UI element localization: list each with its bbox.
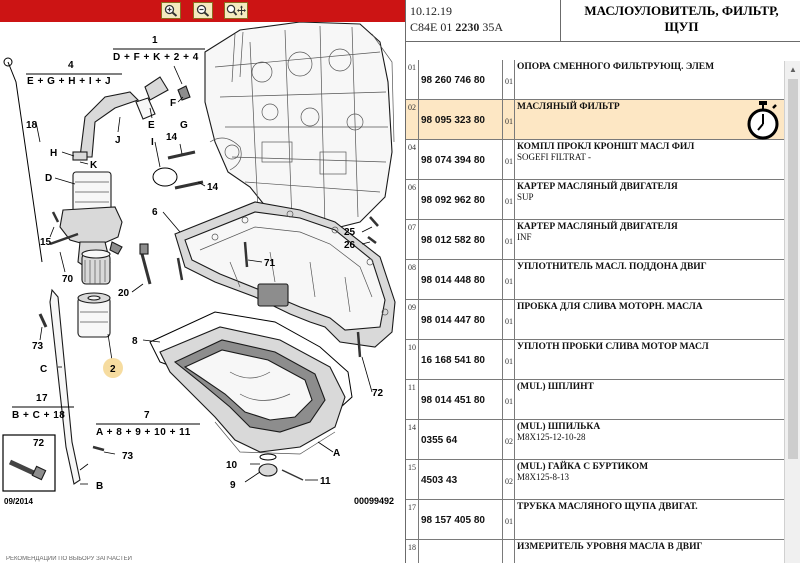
clip-E-drawing <box>136 98 155 119</box>
part-row[interactable] <box>406 220 784 260</box>
header-code <box>410 19 556 35</box>
callout-10[interactable]: 10 <box>226 460 238 471</box>
part-description-main: УПЛОТНИТЕЛЬ МАСЛ. ПОДДОНА ДВИГ <box>517 262 707 272</box>
callout-26[interactable]: 26 <box>344 240 356 251</box>
parts-list <box>406 61 784 563</box>
part-quantity: 01 <box>502 380 515 420</box>
part-index: 02 <box>406 100 419 140</box>
part-description <box>514 420 784 460</box>
zoom-out-button[interactable] <box>193 2 213 19</box>
callout-8[interactable]: 8 <box>132 336 138 347</box>
callout-72a[interactable]: 72 <box>372 388 384 399</box>
callout-15[interactable]: 15 <box>40 237 52 248</box>
formula-7-expr: A + 8 + 9 + 10 + 11 <box>96 427 191 438</box>
part-quantity: 02 <box>502 460 515 500</box>
part-quantity: 01 <box>502 100 515 140</box>
part-quantity: 01 <box>502 260 515 300</box>
part-index: 17 <box>406 500 419 540</box>
part-row[interactable] <box>406 420 784 460</box>
zoom-out-icon <box>196 4 210 17</box>
formula-4-number: 4 <box>68 60 75 71</box>
callout-E[interactable]: E <box>148 120 155 131</box>
zoom-pan-button[interactable] <box>224 2 248 19</box>
part-reference[interactable]: 0355 64 <box>421 435 458 446</box>
formula-1-expr: D + F + K + 2 + 4 <box>113 52 199 63</box>
callout-6[interactable]: 6 <box>152 207 158 218</box>
page-title <box>562 0 800 42</box>
zoom-in-icon <box>164 4 178 17</box>
inset-label-72: 72 <box>33 438 45 449</box>
clamp-H-drawing <box>73 152 87 160</box>
drain-plug-drawing <box>259 454 303 480</box>
scroll-up-arrow-icon[interactable]: ▲ <box>789 64 797 74</box>
part-row[interactable] <box>406 500 784 540</box>
part-description-main: ОПОРА СМЕННОГО ФИЛЬТРУЮЩ. ЭЛЕМ <box>517 62 715 72</box>
callout-20[interactable]: 20 <box>118 288 130 299</box>
part-row[interactable] <box>406 140 784 180</box>
part-description <box>514 60 784 100</box>
page-title-line1: МАСЛОУЛОВИТЕЛЬ, ФИЛЬТР, <box>584 3 779 18</box>
part-reference[interactable]: 98 014 451 80 <box>421 395 485 406</box>
part-description-main: КОМПЛ ПРОКЛ КРОНШТ МАСЛ ФИЛ <box>517 142 695 152</box>
engine-block-drawing <box>205 22 394 232</box>
part-description-sub: M8X125-8-13 <box>517 472 569 482</box>
part-description <box>514 340 784 380</box>
part-index: 06 <box>406 180 419 220</box>
part-description-main: ИЗМЕРИТЕЛЬ УРОВНЯ МАСЛА В ДВИГ <box>517 542 703 552</box>
parts-pane <box>405 0 800 563</box>
parts-header <box>406 0 800 42</box>
stopwatch-icon[interactable] <box>746 100 780 140</box>
part-quantity: 01 <box>502 340 515 380</box>
part-description <box>514 220 784 260</box>
callout-J[interactable]: J <box>115 135 121 146</box>
part-description <box>514 380 784 420</box>
zoom-pan-icon <box>226 4 246 17</box>
callout-73b[interactable]: 73 <box>122 451 134 462</box>
exploded-diagram[interactable] <box>0 22 405 556</box>
part-description <box>514 540 784 563</box>
callout-14b[interactable]: 14 <box>207 182 219 193</box>
callout-B[interactable]: B <box>96 481 104 492</box>
callout-71[interactable]: 71 <box>264 258 276 269</box>
part-row[interactable] <box>406 340 784 380</box>
header-date: 10.12.19 <box>410 4 452 18</box>
formula-17-number: 17 <box>36 393 49 404</box>
inset-bolt-72 <box>3 435 55 491</box>
callout-14a[interactable]: 14 <box>166 132 178 143</box>
callout-K[interactable]: K <box>90 160 98 171</box>
breather-pipe-drawing <box>80 92 138 157</box>
upper-oil-pan-drawing <box>175 202 395 347</box>
callout-D[interactable]: D <box>45 173 53 184</box>
part-reference[interactable]: 98 260 746 80 <box>421 75 485 86</box>
formula-17-expr: B + C + 18 <box>12 410 66 421</box>
part-description <box>514 100 784 140</box>
part-description <box>514 140 784 180</box>
part-row[interactable] <box>406 60 784 100</box>
part-quantity: 01 <box>502 140 515 180</box>
part-index: 08 <box>406 260 419 300</box>
part-description-sub: SOGEFI FILTRAT - <box>517 152 592 162</box>
part-description-sub: SUP <box>517 192 534 202</box>
part-reference[interactable]: 98 014 448 80 <box>421 275 485 286</box>
part-row[interactable] <box>406 260 784 300</box>
formula-1-number: 1 <box>152 35 159 46</box>
callout-H[interactable]: H <box>50 148 58 159</box>
part-quantity: 01 <box>502 60 515 100</box>
callout-A[interactable]: A <box>333 448 341 459</box>
part-index: 10 <box>406 340 419 380</box>
callout-70[interactable]: 70 <box>62 274 74 285</box>
part-description-sub: M8X125-12-10-28 <box>517 432 586 442</box>
part-index: 11 <box>406 380 419 420</box>
part-description-main: ТРУБКА МАСЛЯНОГО ЩУПА ДВИГАТ. <box>517 502 698 512</box>
part-reference[interactable]: 98 095 323 80 <box>421 115 485 126</box>
part-description-main: (MUL) ШПЛИНТ <box>517 382 594 392</box>
part-reference[interactable]: 98 092 962 80 <box>421 195 485 206</box>
part-description <box>514 500 784 540</box>
part-reference[interactable]: 98 012 582 80 <box>421 235 485 246</box>
oring-I-drawing <box>153 168 177 186</box>
dipstick-drawing <box>8 62 42 262</box>
callout-F[interactable]: F <box>170 98 177 109</box>
part-description-main: КАРТЕР МАСЛЯНЫЙ ДВИГАТЕЛЯ <box>517 182 678 192</box>
callout-11[interactable]: 11 <box>320 476 331 487</box>
callout-2[interactable]: 2 <box>110 364 116 375</box>
header-code-bold: 2230 <box>455 20 480 34</box>
part-description-main: (MUL) ГАЙКА С БУРТИКОМ <box>517 462 649 472</box>
fitting-G-drawing <box>178 86 190 100</box>
header-code-suffix: 35A <box>479 20 504 34</box>
header-code-prefix: C84E 01 <box>410 20 456 34</box>
part-reference[interactable]: 4503 43 <box>421 475 458 486</box>
parts-scrollbar[interactable] <box>784 61 800 563</box>
part-quantity: 01 <box>502 500 515 540</box>
part-reference[interactable]: 98 157 405 80 <box>421 515 485 526</box>
callout-73a[interactable]: 73 <box>32 341 44 352</box>
part-quantity: 01 <box>502 220 515 260</box>
part-description <box>514 460 784 500</box>
part-index: 01 <box>406 60 419 100</box>
callout-I[interactable]: I <box>151 137 154 148</box>
part-row[interactable] <box>406 380 784 420</box>
part-description-main: (MUL) ШПИЛЬКА <box>517 422 601 432</box>
oil-filter-drawing <box>60 172 122 337</box>
status-text: РЕКОМЕНДАЦИИ ПО ВЫБОРУ ЗАПЧАСТЕЙ <box>6 556 132 562</box>
callout-G[interactable]: G <box>180 120 188 131</box>
zoom-in-button[interactable] <box>161 2 181 19</box>
part-description-main: УПЛОТН ПРОБКИ СЛИВА МОТОР МАСЛ <box>517 342 709 352</box>
part-quantity: 02 <box>502 420 515 460</box>
formula-7-number: 7 <box>144 410 151 421</box>
callout-C[interactable]: C <box>40 364 48 375</box>
part-reference[interactable]: 98 014 447 80 <box>421 315 485 326</box>
header-meta <box>406 0 561 42</box>
part-description-main: МАСЛЯНЫЙ ФИЛЬТР <box>517 102 620 112</box>
part-reference[interactable]: 16 168 541 80 <box>421 355 485 366</box>
diagram-ref-number: 00099492 <box>354 496 395 506</box>
callout-9[interactable]: 9 <box>230 480 236 491</box>
formula-4-expr: E + G + H + I + J <box>27 76 112 87</box>
date-code: 09/2014 <box>4 497 33 506</box>
part-index: 04 <box>406 140 419 180</box>
part-index: 07 <box>406 220 419 260</box>
part-description <box>514 300 784 340</box>
part-index: 09 <box>406 300 419 340</box>
part-row[interactable] <box>406 460 784 500</box>
scroll-thumb[interactable] <box>788 79 798 459</box>
part-index: 15 <box>406 460 419 500</box>
part-description <box>514 180 784 220</box>
part-description-main: ПРОБКА ДЛЯ СЛИВА МОТОРН. МАСЛА <box>517 302 703 312</box>
part-row[interactable] <box>406 100 784 140</box>
page-title-line2: ЩУП <box>664 19 699 34</box>
part-description-main: КАРТЕР МАСЛЯНЫЙ ДВИГАТЕЛЯ <box>517 222 678 232</box>
part-row[interactable] <box>406 300 784 340</box>
part-quantity: 01 <box>502 300 515 340</box>
callout-25[interactable]: 25 <box>344 227 356 238</box>
part-row[interactable] <box>406 540 784 563</box>
part-description <box>514 260 784 300</box>
part-index: 18 <box>406 540 419 563</box>
part-quantity: 01 <box>502 180 515 220</box>
part-description-sub: INF <box>517 232 532 242</box>
part-reference[interactable]: 98 074 394 80 <box>421 155 485 166</box>
part-row[interactable] <box>406 180 784 220</box>
callout-18[interactable]: 18 <box>26 120 38 131</box>
pipe-fitting-drawing <box>145 77 168 100</box>
part-index: 14 <box>406 420 419 460</box>
zoom-toolbar <box>0 0 405 22</box>
